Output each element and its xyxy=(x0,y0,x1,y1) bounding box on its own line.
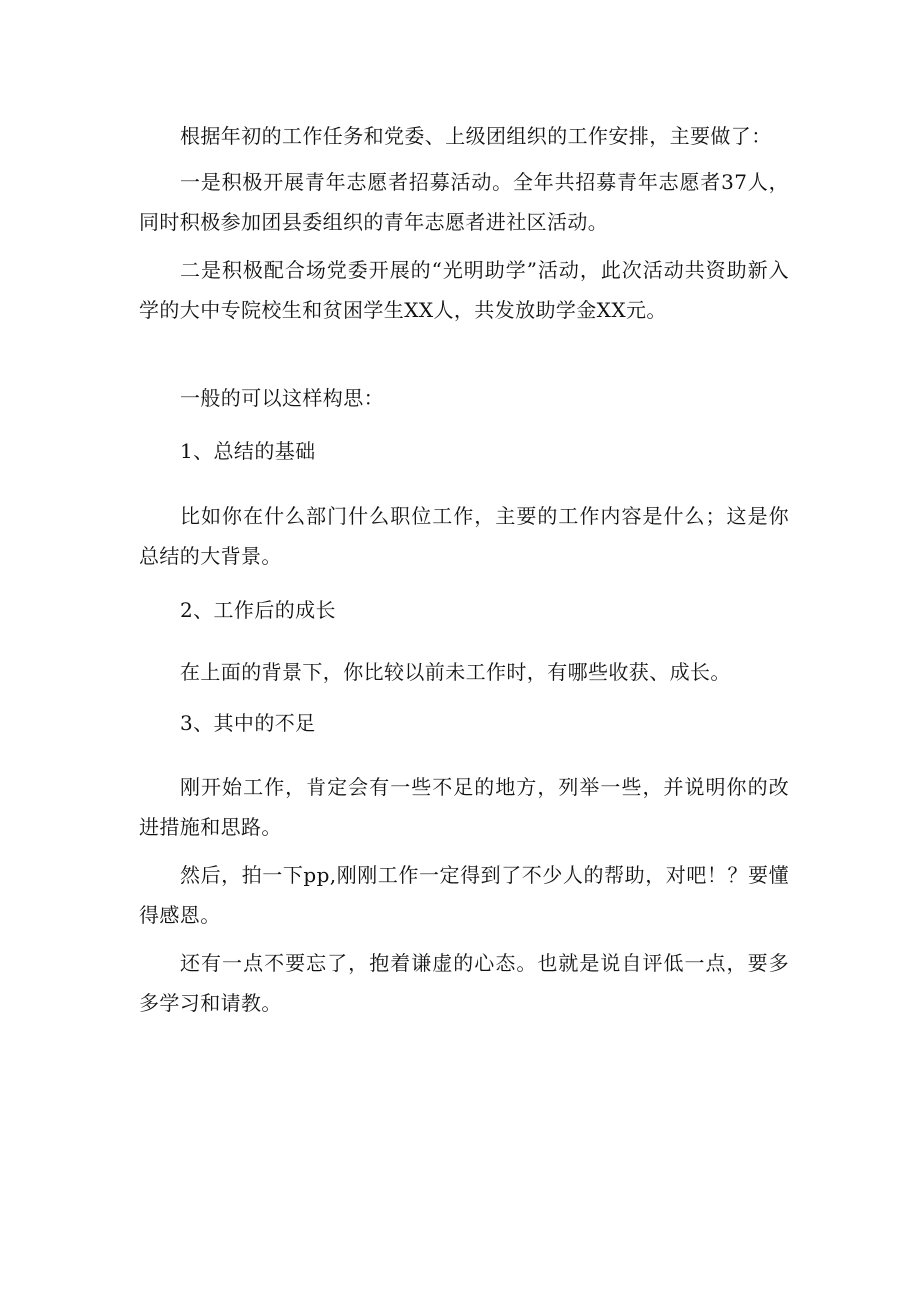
paragraph-scholarship: 二是积极配合场党委开展的“光明助学”活动，此次活动共资助新入学的大中专院校生和贫困学生XX人，共发放助学金XX元。 xyxy=(139,258,789,322)
heading-shortcomings: 3、其中的不足 xyxy=(180,711,316,735)
paragraph-outline-intro: 一般的可以这样构思： xyxy=(180,386,384,410)
heading-growth: 2、工作后的成长 xyxy=(180,598,336,622)
paragraph-shortcomings: 刚开始工作，肯定会有一些不足的地方，列举一些，并说明你的改进措施和思路。 xyxy=(139,775,789,839)
paragraph-growth: 在上面的背景下，你比较以前未工作时，有哪些收获、成长。 xyxy=(180,660,731,684)
paragraph-intro: 根据年初的工作任务和党委、上级团组织的工作安排，主要做了： xyxy=(180,124,772,148)
paragraph-modesty: 还有一点不要忘了，抱着谦虚的心态。也就是说自评低一点，要多多学习和请教。 xyxy=(139,951,789,1015)
paragraph-gratitude: 然后，拍一下pp,刚刚工作一定得到了不少人的帮助，对吧！？要懂得感恩。 xyxy=(139,863,789,927)
heading-basis: 1、总结的基础 xyxy=(180,439,316,463)
paragraph-volunteer: 一是积极开展青年志愿者招募活动。全年共招募青年志愿者37人，同时积极参加团县委组织的青年志愿者进社区活动。 xyxy=(139,170,789,234)
paragraph-basis: 比如你在什么部门什么职位工作，主要的工作内容是什么；这是你总结的大背景。 xyxy=(139,504,789,568)
